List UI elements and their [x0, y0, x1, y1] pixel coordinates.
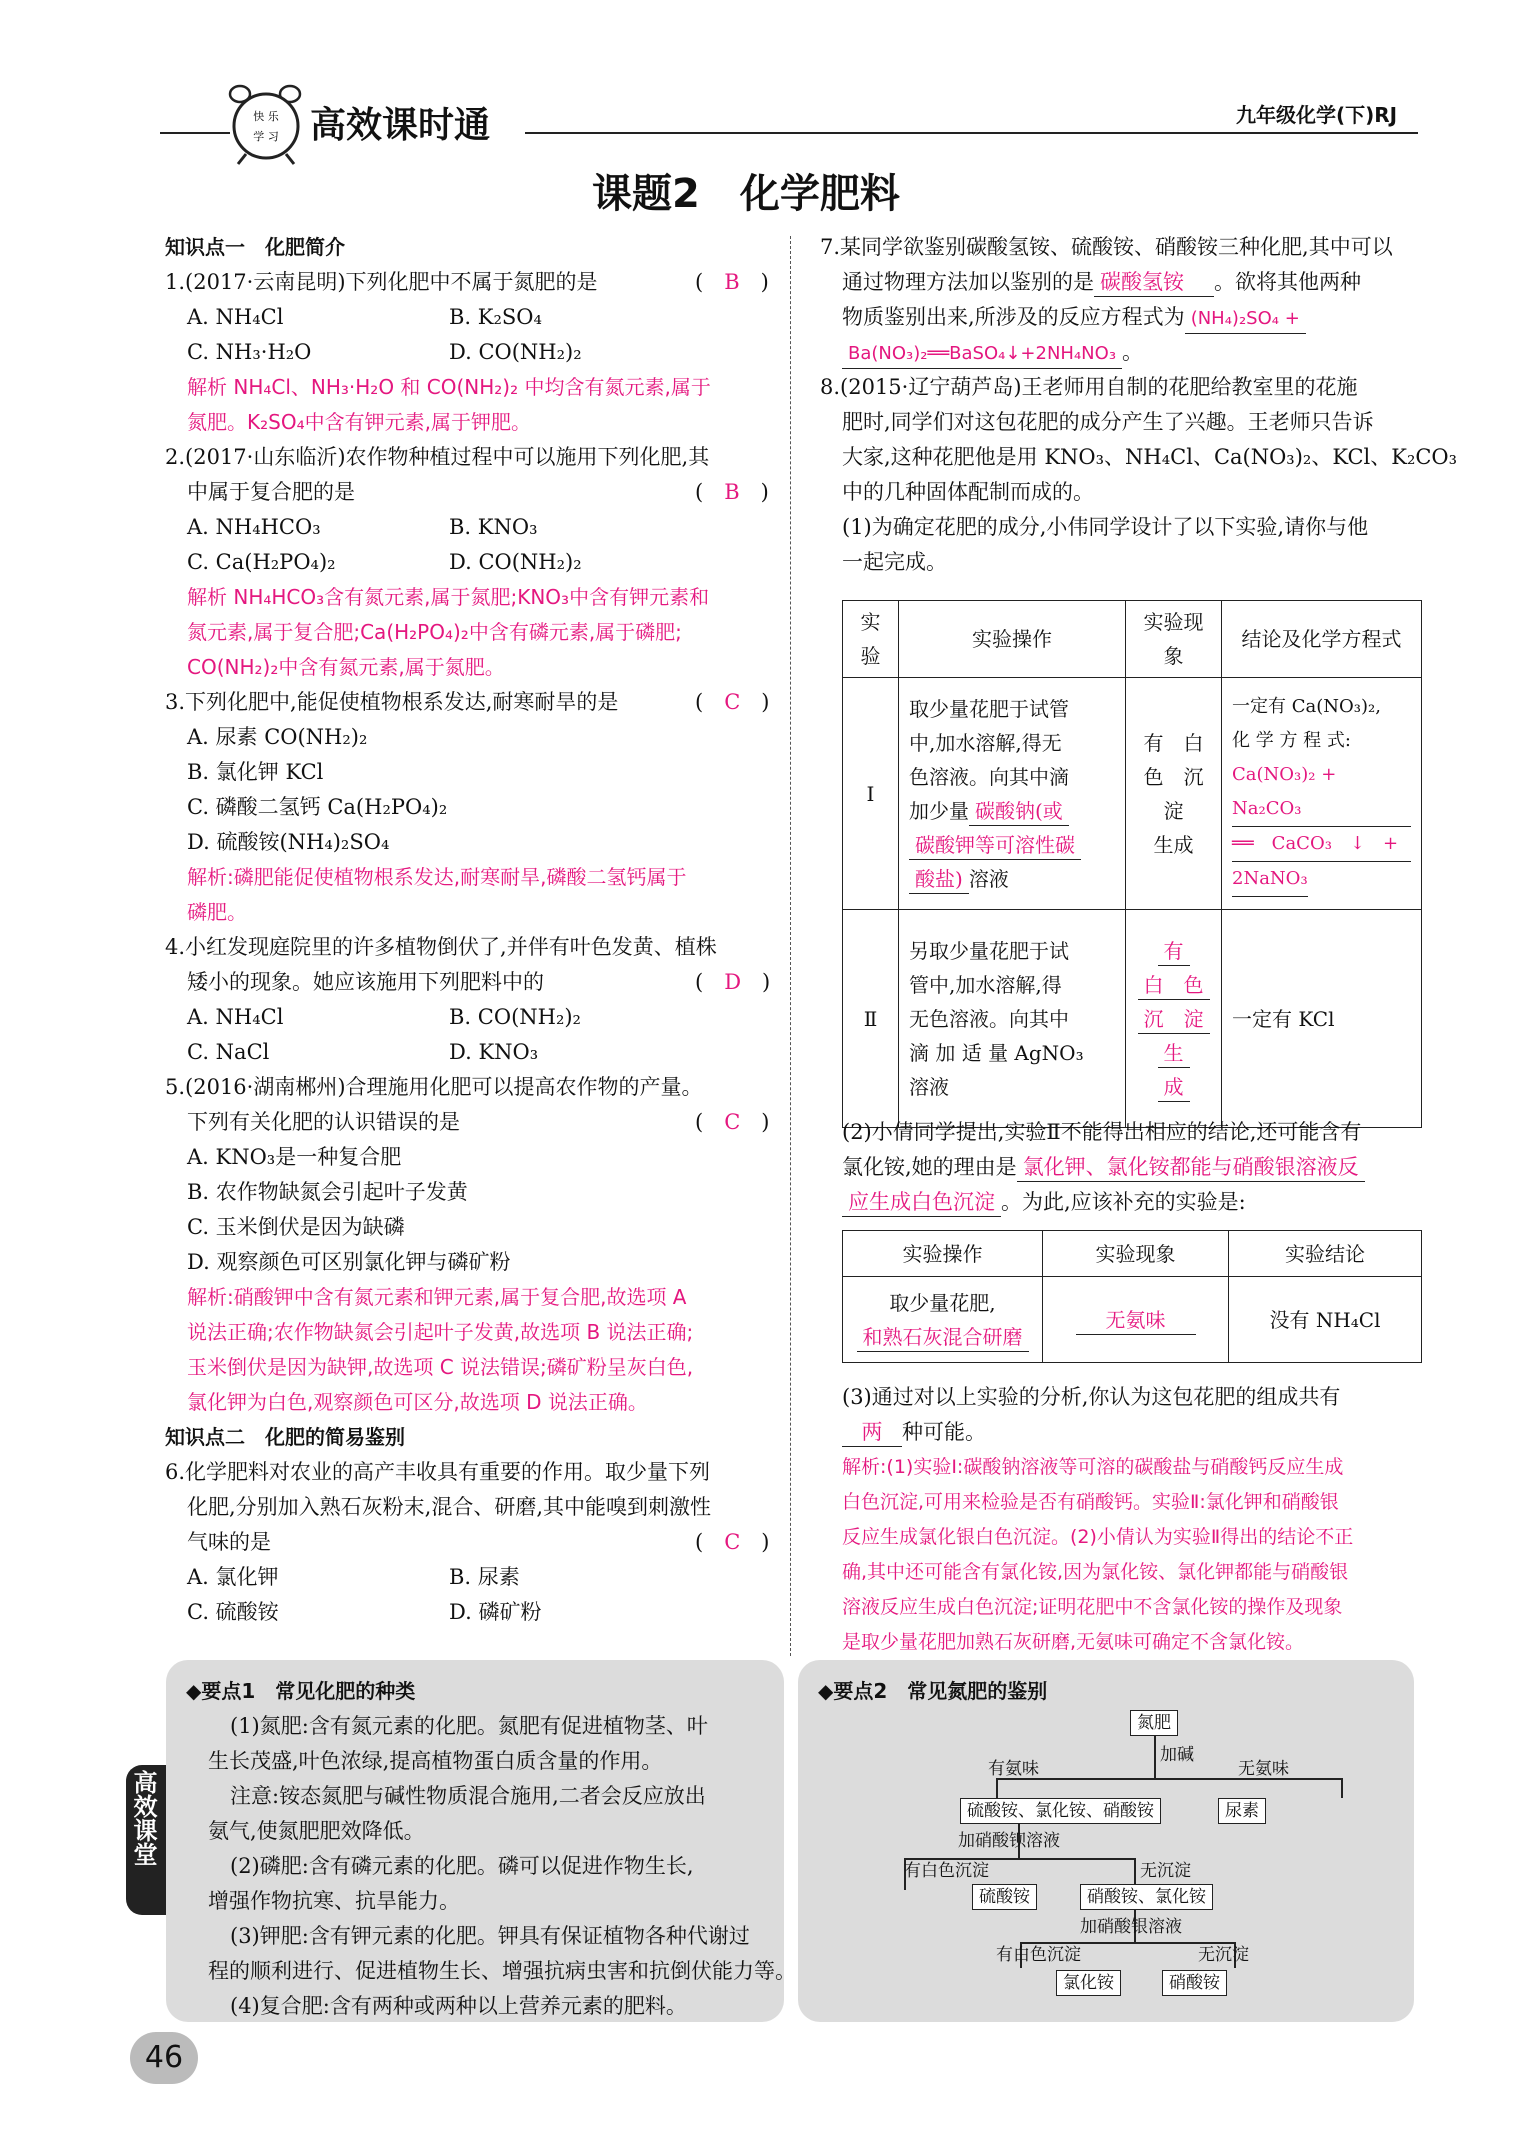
box1-p2a: 注意:铵态氮肥与碱性物质混合施用,二者会反应放出 [230, 1784, 706, 1808]
section-title-1: 知识点一 化肥简介 [165, 235, 345, 259]
q5-option-c: C. 玉米倒伏是因为缺磷 [187, 1215, 405, 1239]
column-divider [790, 236, 791, 1656]
q2-explanation-1: 解析 NH₄HCO₃含有氮元素,属于氮肥;KNO₃中含有钾元素和 [187, 585, 710, 609]
q7-answer-3: Ba(NO₃)₂══BaSO₄↓+2NH₄NO₃ [842, 340, 1122, 369]
q8-part2-answer-1: 氯化钾、氯化铵都能与硝酸银溶液反 [1017, 1153, 1365, 1182]
section-title-2: 知识点二 化肥的简易鉴别 [165, 1425, 405, 1449]
q8-part2-c: 应生成白色沉淀 。为此,应该补充的实验是: [820, 1185, 1420, 1220]
label-no-ammonia-smell: 无氨味 [1238, 1759, 1289, 1779]
label-white-precipitate-2: 有白色沉淀 [996, 1945, 1081, 1965]
q2-stem-1: 2.(2017·山东临沂)农作物种植过程中可以施用下列化肥,其 [165, 445, 710, 469]
edge-add-silver-nitrate: 加硝酸银溶液 [1080, 1917, 1182, 1937]
q4-stem-2: 矮小的现象。她应该施用下列肥料中的 ( D ) [187, 970, 771, 994]
box1-p4b: 程的顺利进行、促进植物生长、增强抗病虫害和抗倒伏能力等。 [208, 1959, 796, 1983]
q5-option-b: B. 农作物缺氮会引起叶子发黄 [187, 1180, 468, 1204]
q5-option-a: A. KNO₃是一种复合肥 [187, 1145, 402, 1169]
q8-part1-a: (1)为确定花肥的成分,小伟同学设计了以下实验,请你与他 [842, 515, 1369, 539]
svg-text:学 习: 学 习 [253, 130, 279, 143]
q8-explanation-6: 是取少量花肥加熟石灰研磨,无氨味可确定不含氯化铵。 [842, 1631, 1305, 1653]
label-white-precipitate-1: 有白色沉淀 [904, 1861, 989, 1881]
node-ammonium-nitrate: 硝酸铵 [1162, 1970, 1227, 1996]
box1-p3a: (2)磷肥:含有磷元素的化肥。磷可以促进作物生长, [230, 1854, 694, 1878]
q6-answer: C [724, 1530, 741, 1554]
q5-option-d: D. 观察颜色可区别氯化钾与磷矿粉 [187, 1250, 511, 1274]
q4-answer: D [724, 970, 742, 994]
q1-explanation-1: 解析 NH₄Cl、NH₃·H₂O 和 CO(NH₂)₂ 中均含有氮元素,属于 [187, 375, 711, 399]
t2-conclusion: 没有 NH₄Cl [1229, 1277, 1422, 1363]
q6-option-b: B. 尿素 [449, 1565, 520, 1589]
q5-explanation-4: 氯化钾为白色,观察颜色可区分,故选项 D 说法正确。 [187, 1390, 648, 1414]
label-no-precipitate-1: 无沉淀 [1140, 1861, 1191, 1881]
q8-part2-a: (2)小倩同学提出,实验Ⅱ不能得出相应的结论,还可能含有 [842, 1120, 1362, 1144]
label-ammonia-smell: 有氨味 [988, 1759, 1039, 1779]
q6-stem-1: 6.化学肥料对农业的高产丰收具有重要的作用。取少量下列 [165, 1460, 711, 1484]
q3-option-b: B. 氯化钾 KCl [187, 760, 324, 784]
q1-option-c: C. NH₃·H₂O [187, 340, 312, 364]
q3-explanation-1: 解析:磷肥能促使植物根系发达,耐寒耐旱,磷酸二氢钙属于 [187, 865, 687, 889]
box1-p1b: 生长茂盛,叶色浓绿,提高植物蛋白质含量的作用。 [208, 1749, 663, 1773]
q3-option-c: C. 磷酸二氢钙 Ca(H₂PO₄)₂ [187, 795, 448, 819]
q2-answer: B [724, 480, 740, 504]
q7-line-3: 物质鉴别出来,所涉及的反应方程式为 (NH₄)₂SO₄ + [820, 300, 1420, 335]
alarm-clock-icon [226, 80, 306, 166]
q3-option-d: D. 硫酸铵(NH₄)₂SO₄ [187, 830, 390, 854]
box1-p1a: (1)氮肥:含有氮元素的化肥。氮肥有促进植物茎、叶 [230, 1714, 708, 1738]
t1-row1-conclusion: 一定有 Ca(NO₃)₂, 化 学 方 程 式: Ca(NO₃)₂ + Na₂CO₃ ══ CaCO₃ ↓ + 2NaNO₃ [1222, 678, 1422, 910]
node-nitrate-chloride: 硝酸铵、氯化铵 [1080, 1884, 1213, 1910]
node-urea: 尿素 [1218, 1798, 1266, 1824]
box1-p2b: 氨气,使氮肥肥效降低。 [208, 1819, 425, 1843]
t1-header-operation: 实验操作 [899, 601, 1126, 678]
q7-answer-1: 碳酸氢铵 [1094, 268, 1214, 297]
header-rule-left [160, 132, 230, 134]
q3-answer: C [724, 690, 741, 714]
q6-stem-3: 气味的是 ( C ) [187, 1530, 770, 1554]
q2-option-c: C. Ca(H₂PO₄)₂ [187, 550, 336, 574]
brand-title: 高效课时通 [310, 105, 491, 146]
side-tab-label: 高效课堂 [129, 1770, 157, 1866]
box1-p3b: 增强作物抗寒、抗旱能力。 [208, 1889, 460, 1913]
box2-title: ◆要点2 常见氮肥的鉴别 [818, 1679, 1048, 1703]
q5-stem-2: 下列有关化肥的认识错误的是 ( C ) [187, 1110, 770, 1134]
t2-operation: 取少量花肥, 和熟石灰混合研磨 [843, 1277, 1043, 1363]
right-column [820, 230, 1458, 580]
q4-option-b: B. CO(NH₂)₂ [449, 1005, 581, 1029]
q7-line-4: Ba(NO₃)₂══BaSO₄↓+2NH₄NO₃ 。 [820, 335, 1420, 370]
q6-stem-2: 化肥,分别加入熟石灰粉末,混合、研磨,其中能嗅到刺激性 [187, 1495, 712, 1519]
q5-explanation-2: 说法正确;农作物缺氮会引起叶子发黄,故选项 B 说法正确; [187, 1320, 694, 1344]
edge-add-barium-nitrate: 加硝酸钡溶液 [958, 1831, 1060, 1851]
q1-stem: 1.(2017·云南昆明)下列化肥中不属于氮肥的是 ( B ) [165, 270, 769, 294]
q1-option-b: B. K₂SO₄ [449, 305, 542, 329]
q5-stem-1: 5.(2016·湖南郴州)合理施用化肥可以提高农作物的产量。 [165, 1075, 703, 1099]
q1-option-d: D. CO(NH₂)₂ [449, 340, 582, 364]
q3-stem: 3.下列化肥中,能促使植物根系发达,耐寒耐旱的是 ( C ) [165, 690, 770, 714]
q2-option-d: D. CO(NH₂)₂ [449, 550, 582, 574]
box1-title: ◆要点1 常见化肥的种类 [186, 1679, 416, 1703]
q4-option-d: D. KNO₃ [449, 1040, 539, 1064]
q4-stem-1: 4.小红发现庭院里的许多植物倒伏了,并伴有叶色发黄、植株 [165, 935, 717, 959]
node-ammonium-sulfate: 硫酸铵 [972, 1884, 1037, 1910]
node-nitrogen-fertilizer: 氮肥 [1130, 1710, 1178, 1736]
t2-header-phenomenon: 实验现象 [1043, 1231, 1229, 1277]
experiment-table-2 [842, 1230, 1422, 1363]
q8-explanation-4: 确,其中还可能含有氯化铵,因为氯化铵、氯化钾都能与硝酸银 [842, 1561, 1349, 1583]
key-point-box-1 [166, 1660, 796, 2022]
page-title: 课题2 化学肥料 [592, 171, 900, 217]
t1-row2-operation: 另取少量花肥于试 管中,加水溶解,得 无色溶液。向其中 滴 加 适 量 AgNO₃ 溶液 [899, 910, 1126, 1128]
q3-explanation-2: 磷肥。 [187, 900, 247, 924]
q8-line-2: 肥时,同学们对这包花肥的成分产生了兴趣。王老师只告诉 [842, 410, 1374, 434]
q8-part2-answer-2: 应生成白色沉淀 [842, 1188, 1001, 1217]
t1-row1-phenomenon: 有 白 色 沉 淀 生成 [1126, 678, 1222, 910]
t1-row2-conclusion: 一定有 KCl [1222, 910, 1422, 1128]
q8-explanation-3: 反应生成氯化银白色沉淀。(2)小倩认为实验Ⅱ得出的结论不正 [842, 1526, 1354, 1548]
label-no-precipitate-2: 无沉淀 [1198, 1945, 1249, 1965]
t1-row1-operation: 取少量花肥于试管 中,加水溶解,得无 色溶液。向其中滴 加少量 碳酸钠(或 碳酸钾等可溶性碳 酸盐) 溶液 [899, 678, 1126, 910]
t1-row2-id: Ⅱ [843, 910, 899, 1128]
q8-part3-answer: 两 [842, 1418, 902, 1447]
edge-add-base: 加碱 [1160, 1745, 1194, 1765]
q5-explanation-3: 玉米倒伏是因为缺钾,故选项 C 说法错误;磷矿粉呈灰白色, [187, 1355, 694, 1379]
q8-part2-b: 氯化铵,她的理由是 氯化钾、氯化铵都能与硝酸银溶液反 [820, 1150, 1420, 1185]
node-three-ammonium-salts: 硫酸铵、氯化铵、硝酸铵 [960, 1798, 1161, 1824]
q8-explanation-2: 白色沉淀,可用来检验是否有硝酸钙。实验Ⅱ:氯化钾和硝酸银 [842, 1491, 1339, 1513]
q8-line-1: 8.(2015·辽宁葫芦岛)王老师用自制的花肥给教室里的花施 [820, 375, 1358, 399]
t1-row1-answer: 碳酸钠(或 [969, 797, 1069, 826]
q7-line-2: 通过物理方法加以鉴别的是 碳酸氢铵 。欲将其他两种 [820, 265, 1420, 300]
q8-part3-b: 两 种可能。 [820, 1415, 1420, 1450]
svg-text:快 乐: 快 乐 [253, 110, 279, 123]
q1-option-a: A. NH₄Cl [187, 305, 284, 329]
q7-answer-2: (NH₄)₂SO₄ + [1185, 305, 1306, 334]
q1-explanation-2: 氮肥。K₂SO₄中含有钾元素,属于钾肥。 [187, 410, 531, 434]
q2-explanation-2: 氮元素,属于复合肥;Ca(H₂PO₄)₂中含有磷元素,属于磷肥; [187, 620, 682, 644]
q2-stem-2: 中属于复合肥的是 ( B ) [187, 480, 769, 504]
t1-header-conclusion: 结论及化学方程式 [1222, 601, 1422, 678]
q8-line-3: 大家,这种花肥他是用 KNO₃、NH₄Cl、Ca(NO₃)₂、KCl、K₂CO₃ [842, 445, 1458, 469]
t1-header-experiment: 实验 [843, 601, 899, 678]
q5-explanation-1: 解析:硝酸钾中含有氮元素和钾元素,属于复合肥,故选项 A [187, 1285, 687, 1309]
q7-line-1: 7.某同学欲鉴别碳酸氢铵、硫酸铵、硝酸铵三种化肥,其中可以 [820, 235, 1393, 259]
q5-answer: C [724, 1110, 741, 1134]
experiment-table-1 [842, 600, 1422, 1128]
page-number: 46 [144, 2040, 184, 2075]
box1-p4a: (3)钾肥:含有钾元素的化肥。钾具有保证植物各种代谢过 [230, 1924, 750, 1948]
q2-explanation-3: CO(NH₂)₂中含有氮元素,属于氮肥。 [187, 655, 505, 679]
q8-line-4: 中的几种固体配制而成的。 [842, 480, 1094, 504]
q8-explanation-1: 解析:(1)实验Ⅰ:碳酸钠溶液等可溶的碳酸盐与硝酸钙反应生成 [842, 1456, 1344, 1478]
t1-row2-phenomenon: 有 白 色 沉 淀 生 成 [1126, 910, 1222, 1128]
q8-part1-b: 一起完成。 [842, 550, 947, 574]
t1-header-phenomenon: 实验现象 [1126, 601, 1222, 678]
q2-option-b: B. KNO₃ [449, 515, 538, 539]
left-column [165, 230, 780, 1630]
q1-answer: B [724, 270, 740, 294]
course-label: 九年级化学(下)RJ [1236, 103, 1398, 127]
t1-row1-id: Ⅰ [843, 678, 899, 910]
q6-option-c: C. 硫酸铵 [187, 1600, 279, 1624]
q4-option-a: A. NH₄Cl [187, 1005, 284, 1029]
q8-part3-a: (3)通过对以上实验的分析,你认为这包花肥的组成共有 [842, 1385, 1341, 1409]
t2-header-conclusion: 实验结论 [1229, 1231, 1422, 1277]
node-ammonium-chloride: 氯化铵 [1056, 1970, 1121, 1996]
header [0, 0, 1531, 170]
t2-phenomenon: 无氨味 [1043, 1277, 1229, 1363]
q8-part3 [820, 1380, 1420, 1660]
q8-part2 [820, 1115, 1420, 1220]
q3-option-a: A. 尿素 CO(NH₂)₂ [187, 725, 368, 749]
key-point-box-2 [798, 1660, 1414, 2022]
q8-explanation-5: 溶液反应生成白色沉淀;证明花肥中不含氯化铵的操作及现象 [842, 1596, 1343, 1618]
q4-option-c: C. NaCl [187, 1040, 270, 1064]
t2-header-operation: 实验操作 [843, 1231, 1043, 1277]
box1-p5: (4)复合肥:含有两种或两种以上营养元素的肥料。 [230, 1994, 687, 2018]
q2-option-a: A. NH₄HCO₃ [187, 515, 321, 539]
q6-option-a: A. 氯化钾 [187, 1565, 279, 1589]
q6-option-d: D. 磷矿粉 [449, 1600, 542, 1624]
